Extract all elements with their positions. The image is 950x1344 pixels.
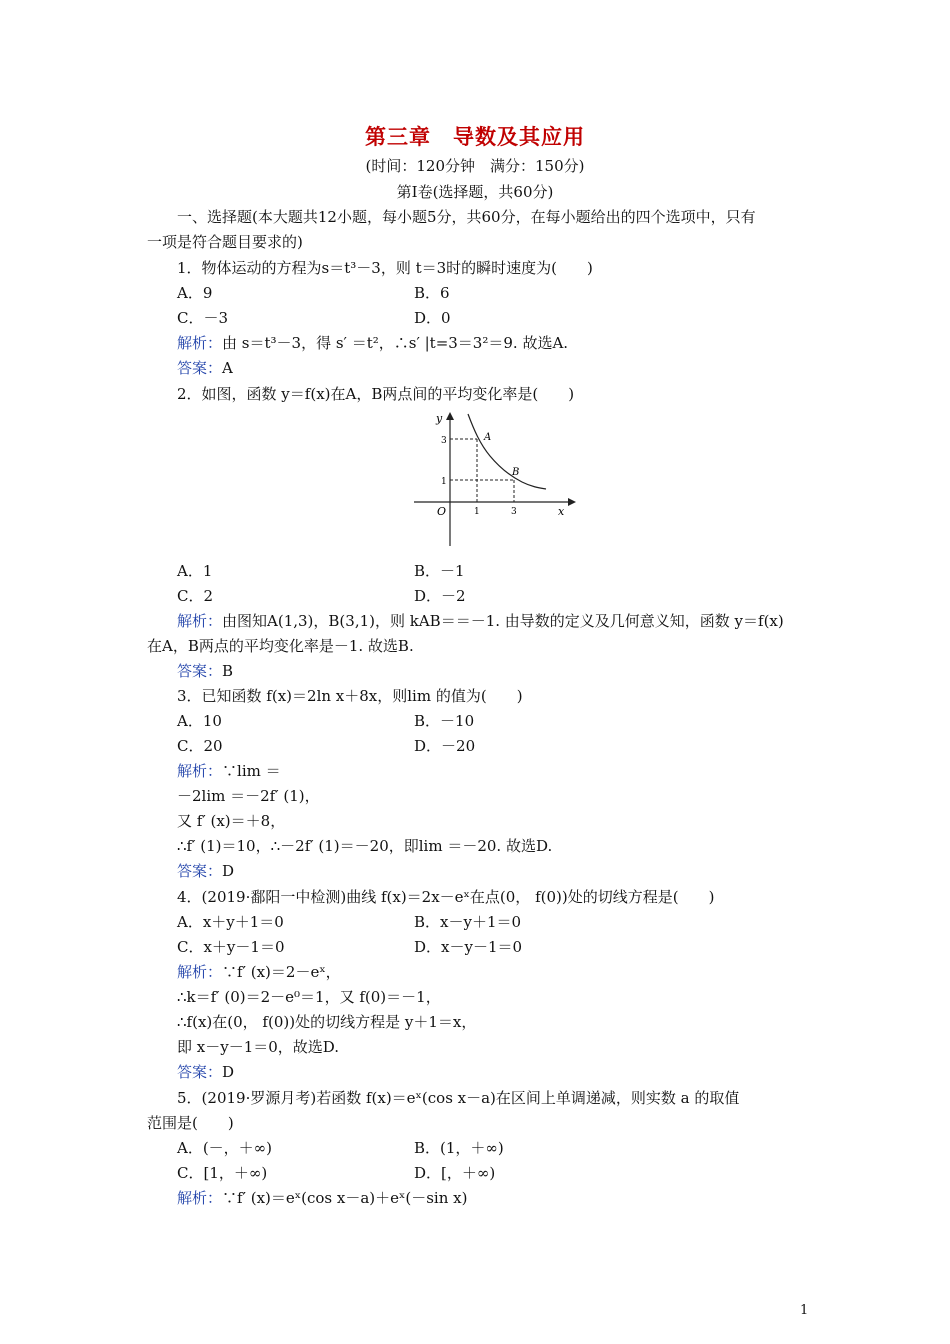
q4-option-d: D．x－y－1＝0 [414,938,523,956]
q3-analysis-text-1: ∵lim ＝ [222,762,281,780]
analysis-label: 解析： [177,334,223,352]
q1-option-b: B．6 [414,284,450,302]
q4-answer-value: D [222,1063,235,1081]
q2-option-b: B．－1 [414,562,465,580]
graph-x-tick-1: 1 [474,507,480,517]
q2-function-graph [410,408,580,550]
q5-option-d: D．[，＋∞) [414,1164,496,1182]
q5-stem-line-1: 5．(2019·罗源月考)若函数 f(x)＝eˣ(cos x－a)在区间上单调递减，则实数 a 的取值 [177,1089,740,1107]
analysis-label: 解析： [177,612,223,630]
answer-label: 答案： [177,862,223,880]
q4-analysis-text-1: ∵f′ (x)＝2－eˣ， [222,963,341,981]
q3-analysis-line-4: ∴f′ (1)＝10，∴－2f′ (1)＝－20，即lim ＝－20. 故选D. [177,837,553,855]
q5-analysis-text-1: ∵f′ (x)＝eˣ(cos x－a)＋eˣ(－sin x) [222,1189,468,1207]
section-intro-line-1: 一、选择题(本大题共12小题，每小题5分，共60分，在每小题给出的四个选项中，只有 [177,208,756,226]
q4-stem: 4．(2019·鄱阳一中检测)曲线 f(x)＝2x－eˣ在点(0， f(0))处的切线方程是( ) [177,888,715,906]
q1-option-c: C．－3 [177,309,229,327]
answer-label: 答案： [177,662,223,680]
page-number: 1 [800,1303,809,1318]
q1-stem: 1．物体运动的方程为s＝t³－3，则 t＝3时的瞬时速度为( ) [177,259,593,277]
graph-x-tick-3: 3 [511,507,517,517]
q2-answer-value: B [222,662,234,680]
analysis-label: 解析： [177,1189,223,1207]
q4-analysis-line-3: ∴f(x)在(0， f(0))处的切线方程是 y＋1＝x， [177,1013,477,1031]
part-title: 第Ⅰ卷(选择题，共60分) [396,183,554,201]
q4-analysis-line-1 [177,962,341,982]
exam-info: (时间：120分钟 满分：150分) [365,157,585,175]
q5-stem-line-2: 范围是( ) [147,1114,234,1132]
q5-option-c: C．[1，＋∞) [177,1164,268,1182]
q2-option-a: A．1 [177,562,213,580]
q3-stem: 3．已知函数 f(x)＝2ln x＋8x，则lim 的值为( ) [177,687,523,705]
graph-origin-label: O [437,505,447,518]
q3-option-b: B．－10 [414,712,475,730]
q1-answer-value: A [222,359,233,377]
q4-answer [177,1062,234,1082]
q2-answer [177,661,233,681]
q5-option-b: B．(1，＋∞) [414,1139,504,1157]
q4-option-a: A．x＋y＋1＝0 [177,913,284,931]
graph-point-b-label: B [512,467,520,478]
q2-analysis-line-1 [177,611,784,631]
q3-analysis-line-1 [177,761,281,781]
q4-analysis-line-2: ∴k＝f′ (0)＝2－e⁰＝1，又 f(0)＝－1， [177,988,441,1006]
q3-answer [177,861,234,881]
graph-y-tick-1: 1 [441,477,447,487]
q2-option-c: C．2 [177,587,214,605]
q1-analysis [177,333,568,353]
q1-answer [177,358,233,378]
graph-y-label: y [436,412,443,425]
graph-x-label: x [558,505,565,518]
q2-option-d: D．－2 [414,587,466,605]
q2-analysis-line-2: 在A，B两点的平均变化率是－1. 故选B. [147,637,414,655]
q3-option-c: C．20 [177,737,223,755]
q3-analysis-line-2: －2lim ＝－2f′ (1)， [177,787,320,805]
q1-option-a: A．9 [177,284,213,302]
answer-label: 答案： [177,359,223,377]
q2-analysis-text-1: 由图知A(1,3)，B(3,1)，则 kAB＝＝－1. 由导数的定义及几何意义知，函数 y＝f(x) [222,612,784,630]
analysis-label: 解析： [177,762,223,780]
q3-option-a: A．10 [177,712,222,730]
analysis-label: 解析： [177,963,223,981]
q3-option-d: D．－20 [414,737,476,755]
q4-option-c: C．x＋y－1＝0 [177,938,285,956]
q1-option-d: D．0 [414,309,451,327]
graph-y-tick-3: 3 [441,436,447,446]
q3-analysis-line-3: 又 f′ (x)＝＋8， [177,812,286,830]
chapter-title: 第三章 导数及其应用 [365,124,585,149]
q2-stem: 2．如图，函数 y＝f(x)在A，B两点间的平均变化率是( ) [177,385,575,403]
graph-point-a-label: A [484,432,492,443]
section-intro-line-2: 一项是符合题目要求的) [147,233,303,251]
q1-analysis-text: 由 s＝t³－3，得 s′ ＝t²，∴s′ |t=3＝3²＝9. 故选A. [222,334,569,352]
q4-analysis-line-4: 即 x－y－1＝0，故选D. [177,1038,340,1056]
q3-answer-value: D [222,862,235,880]
q5-analysis-line-1 [177,1188,467,1208]
q5-option-a: A．(－，＋∞) [177,1139,273,1157]
q4-option-b: B．x－y＋1＝0 [414,913,522,931]
answer-label: 答案： [177,1063,223,1081]
